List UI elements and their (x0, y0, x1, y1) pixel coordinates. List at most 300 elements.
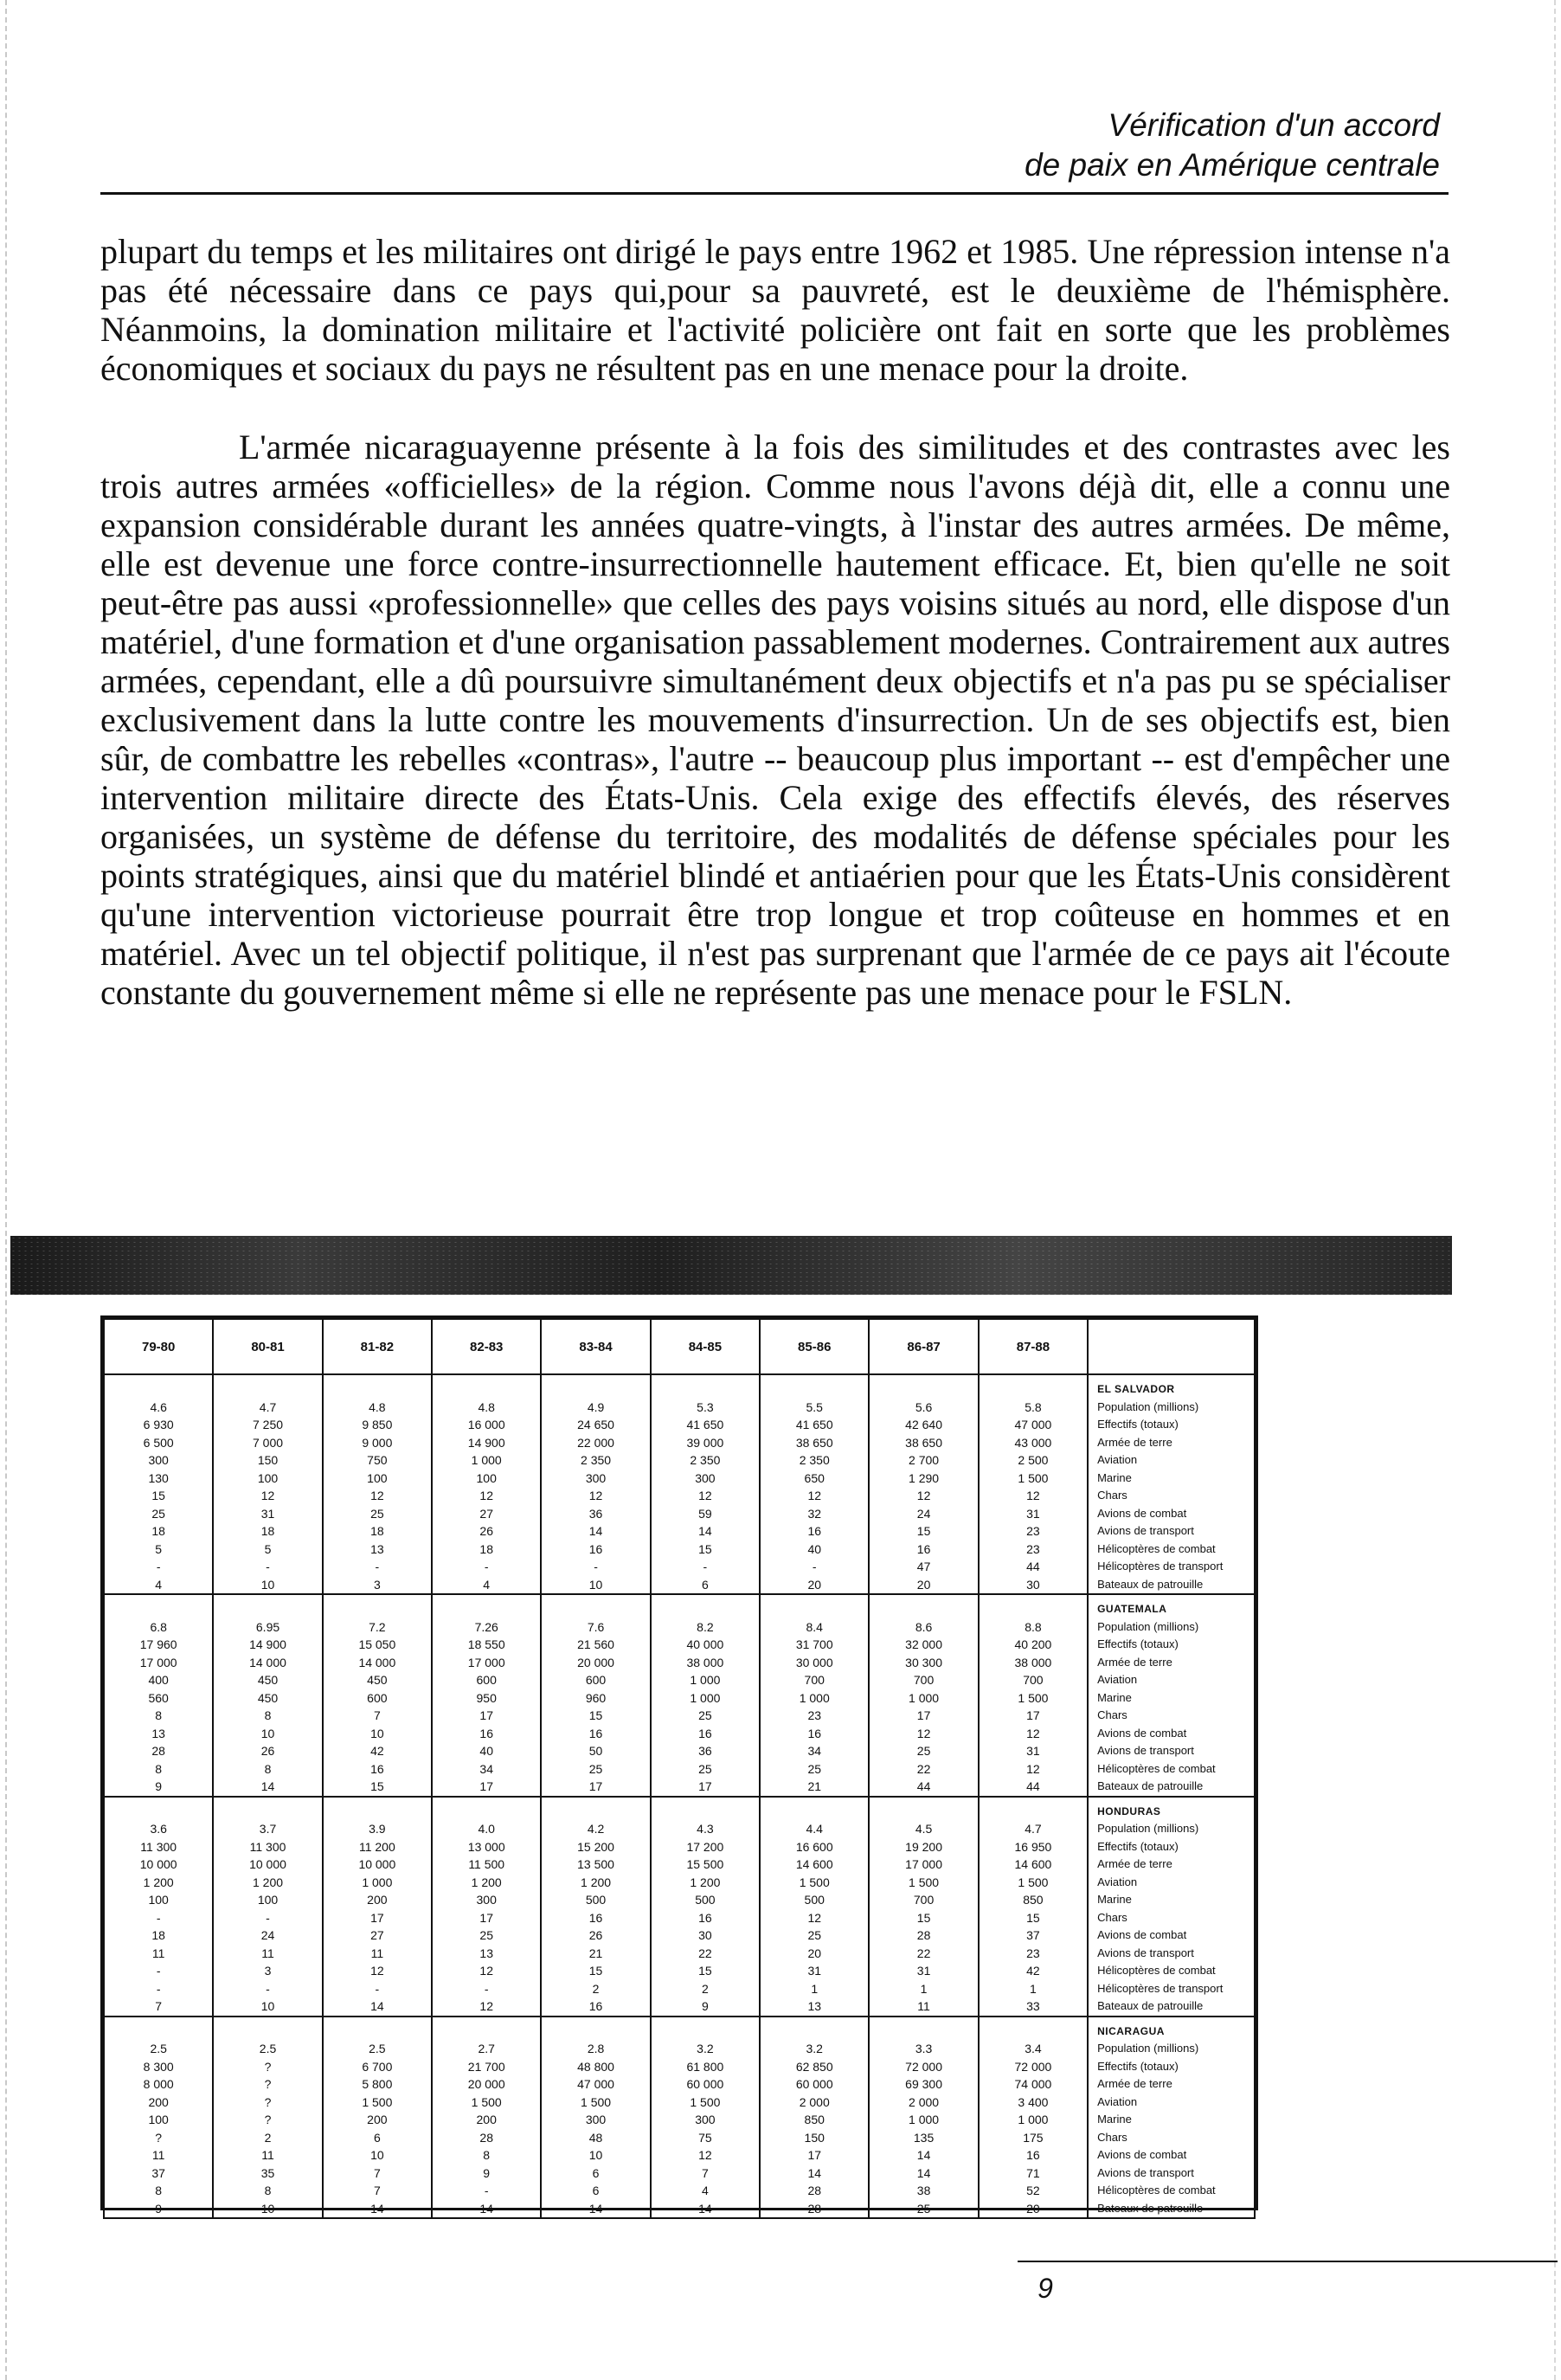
table-cell-value: 450 (257, 1690, 279, 1705)
table-cell-value: 8 (483, 2148, 491, 2162)
table-cell-value: 2 350 (690, 1453, 721, 1467)
table-cell-value: 21 (807, 1779, 822, 1793)
row-label: Hélicoptères de combat (1097, 1541, 1216, 1555)
table-cell-value: 15 050 (358, 1637, 396, 1651)
table-cell-value: - (156, 1560, 161, 1573)
table-cell-value: 18 550 (467, 1637, 505, 1651)
table-cell-value: 4.2 (587, 1822, 605, 1836)
table-cell-value: 16 (698, 1910, 712, 1925)
table-cell-value: 25 (479, 1928, 493, 1942)
table-cell-value: 12 (698, 2148, 712, 2162)
table-cell-value: 9 850 (362, 1418, 393, 1431)
table-cell-value: 12 (370, 1489, 384, 1502)
table-cell-value: 14 (588, 2201, 603, 2216)
row-label: Population (millions) (1097, 1822, 1199, 1835)
table-cell-value: 1 (1030, 1981, 1037, 1996)
table-cell-value: 23 (807, 1708, 822, 1722)
table-cell-value: 8 (155, 2184, 163, 2197)
cell-spacer (324, 1803, 431, 1821)
cell-spacer (652, 1803, 759, 1821)
table-cell-value: 34 (479, 1761, 493, 1776)
table-cell-value: 7.2 (369, 1619, 386, 1634)
row-label: Population (millions) (1097, 1619, 1199, 1633)
paragraph-2: L'armée nicaraguayenne présente à la fois des similitudes et des contrastes avec les trois autres armées «officielles» de la région. Comme nous l'avons déjà dit, elle a connu une expansion considérable durant les années quatre-vingts, à l'instar des autres armées. De même, elle est devenue une force contre-insurrectionnelle hautement efficace. Et, bien qu'elle ne soit peut-être pas aussi «professionnelle» que celles des pays voisins situés au nord, elle dispose d'un matériel, d'une formation et d'une organisation passablement modernes. Contrairement aux autres armées, cependant, elle a dû poursuivre simultanément deux objectifs et n'a pas pu se spécialiser exclusivement dans la lutte contre les mouvements d'insurrection. Un de ses objectifs est, bien sûr, de combattre les rebelles «contras», l'autre -- beaucoup plus important -- est d'empêcher une intervention militaire directe des États-Unis. Cela exige des effectifs élevés, des réserves organisées, un système de défense du territoire, des modalités de défense spéciales pour les points stratégiques, ainsi que du matériel blindé et antiaérien pour que les États-Unis considèrent qu'une intervention victorieuse pourrait être trop longue et trop coûteuse en hommes et en matériel. Avec un tel objectif politique, il n'est pas surprenant que l'armée de ce pays ait l'écoute constante du gouvernement même si elle ne représente pas une menace pour le FSLN. (100, 428, 1450, 1012)
table-cell-value: 10 (260, 1999, 275, 2013)
table-cell-value: 700 (1023, 1673, 1044, 1687)
year-values-cell (760, 1797, 869, 2017)
table-cell-value: 12 (479, 1489, 493, 1502)
table-cell-value: 1 500 (690, 2094, 721, 2109)
data-table (103, 1318, 1256, 2219)
table-cell-value: 9 (155, 2201, 163, 2216)
table-cell-value: 950 (476, 1690, 497, 1705)
table-cell-value: 1 500 (1018, 1875, 1049, 1889)
row-label: Marine (1097, 1893, 1132, 1906)
table-cell-value: 16 (807, 1726, 822, 1740)
table-cell-value: 8 (264, 2184, 272, 2197)
table-cell-value: 9 (155, 1779, 163, 1793)
table-cell-value: 10 (260, 1577, 275, 1592)
table-cell-value: - (266, 1910, 270, 1925)
year-values-cell (104, 1374, 213, 1594)
table-cell-value: 14 000 (249, 1655, 286, 1669)
table-cell-value: 500 (585, 1893, 607, 1907)
year-values-cell (213, 2017, 322, 2219)
year-values-cell (104, 2017, 213, 2219)
row-labels-cell (1088, 2017, 1255, 2219)
table-cell-value: 16 (916, 1541, 931, 1556)
table-cell-value: 16 (370, 1761, 384, 1776)
table-cell-value: 21 (588, 1946, 603, 1960)
table-cell-value: 11 (261, 1946, 274, 1960)
table-cell-value: 17 (807, 2148, 822, 2162)
table-cell-value: 2.8 (587, 2042, 605, 2055)
year-values-cell (651, 1374, 760, 1594)
table-cell-value: 18 (151, 1524, 165, 1538)
row-label: Armée de terre (1097, 2077, 1172, 2090)
table-cell-value: 17 (698, 1779, 712, 1793)
table-cell-value: 100 (367, 1470, 388, 1485)
table-cell-value: 6 (373, 2130, 381, 2145)
year-header: 84-85 (651, 1319, 760, 1374)
table-cell-value: 38 000 (1014, 1655, 1052, 1669)
table-cell-value: 14 (807, 2165, 822, 2180)
table-cell-value: 62 850 (795, 2059, 833, 2074)
table-cell-value: 7 000 (252, 1435, 284, 1450)
table-cell-value: 42 640 (905, 1418, 942, 1431)
table-cell-value: 69 300 (905, 2077, 942, 2091)
table-cell-value: 23 (1026, 1946, 1040, 1960)
row-label: Hélicoptères de transport (1097, 1560, 1224, 1573)
table-cell-value: 12 (479, 1964, 493, 1978)
year-values-cell (213, 1594, 322, 1797)
year-header: 81-82 (323, 1319, 432, 1374)
table-cell-value: 12 (1026, 1761, 1040, 1776)
table-cell-value: 750 (367, 1453, 388, 1467)
table-cell-value: 9 (483, 2165, 491, 2180)
table-cell-value: 14 (370, 1999, 384, 2013)
table-cell-value: 11 (151, 1946, 165, 1960)
table-cell-value: 41 650 (686, 1418, 724, 1431)
table-cell-value: 15 (588, 1708, 603, 1722)
footer-rule (1018, 2261, 1558, 2262)
table-cell-value: 18 (370, 1524, 384, 1538)
year-values-cell (869, 1594, 978, 1797)
body-text (100, 232, 1450, 1012)
year-values-cell (432, 1594, 541, 1797)
table-cell-value: 4.8 (369, 1399, 386, 1414)
table-cell-value: 25 (698, 1761, 712, 1776)
table-cell-value: 1 500 (799, 1875, 830, 1889)
year-values-cell (323, 1797, 432, 2017)
row-label: Bateaux de patrouille (1097, 1779, 1204, 1792)
table-cell-value: 9 (701, 1999, 709, 2013)
row-label: Avions de combat (1097, 1928, 1187, 1941)
table-cell-value: 31 (1026, 1744, 1040, 1758)
table-cell-value: 25 (151, 1506, 165, 1521)
year-values-cell (760, 1594, 869, 1797)
table-cell-value: 7 250 (252, 1418, 284, 1431)
table-cell-value: 1 000 (909, 1690, 940, 1705)
table-cell-value: 28 (807, 2184, 822, 2197)
table-cell-value: 7 (155, 1999, 163, 2013)
cell-spacer (652, 1600, 759, 1618)
year-values-cell (651, 2017, 760, 2219)
year-values-cell (432, 1374, 541, 1594)
table-cell-value: 15 (370, 1779, 384, 1793)
table-cell-value: 4 (701, 2184, 709, 2197)
table-cell-value: 47 000 (577, 2077, 614, 2091)
table-cell-value: 300 (695, 1470, 716, 1485)
row-label: Aviation (1097, 2094, 1138, 2108)
year-header: 80-81 (213, 1319, 322, 1374)
table-cell-value: 44 (1026, 1779, 1040, 1793)
table-cell-value: 10 (370, 1726, 384, 1740)
table-cell-value: 15 200 (577, 1839, 614, 1854)
table-cell-value: 100 (257, 1470, 279, 1485)
table-cell-value: 17 (479, 1910, 493, 1925)
table-cell-value: 27 (370, 1928, 384, 1942)
table-cell-value: 1 000 (690, 1673, 721, 1687)
row-label: Bateaux de patrouille (1097, 1577, 1204, 1591)
cell-spacer (324, 1600, 431, 1618)
table-cell-value: 1 200 (690, 1875, 721, 1889)
table-cell-value: - (484, 2184, 489, 2197)
cell-spacer (105, 2023, 212, 2041)
table-cell-value: 1 500 (362, 2094, 393, 2109)
table-cell-value: 30 (698, 1928, 712, 1942)
table-cell-value: 22 (916, 1946, 931, 1960)
table-cell-value: 11 300 (249, 1839, 286, 1854)
table-cell-value: - (266, 1981, 270, 1996)
table-cell-value: 22 (698, 1946, 712, 1960)
table-cell-value: 30 (1026, 1577, 1040, 1592)
row-labels-cell (1088, 1594, 1255, 1797)
cell-spacer (214, 1380, 321, 1399)
table-cell-value: 5.8 (1025, 1399, 1042, 1414)
table-cell-value: 13 (807, 1999, 822, 2013)
table-cell-value: 960 (585, 1690, 607, 1705)
cell-spacer (542, 1600, 649, 1618)
table-cell-value: 42 (1026, 1964, 1040, 1978)
table-cell-value: 23 (1026, 1524, 1040, 1538)
year-values-cell (541, 1374, 650, 1594)
table-cell-value: 15 (698, 1964, 712, 1978)
table-cell-value: 3.6 (150, 1822, 167, 1836)
table-cell-value: 25 (588, 1761, 603, 1776)
year-header: 82-83 (432, 1319, 541, 1374)
table-cell-value: 22 (916, 1761, 931, 1776)
year-values-cell (541, 1594, 650, 1797)
table-cell-value: 11 (370, 1946, 384, 1960)
table-cell-value: 40 (807, 1541, 822, 1556)
table-cell-value: 26 (588, 1928, 603, 1942)
cell-spacer (870, 1380, 977, 1399)
table-cell-value: 8 300 (143, 2059, 174, 2074)
row-label: Avions de transport (1097, 1946, 1194, 1959)
table-cell-value: 8.6 (915, 1619, 933, 1634)
table-cell-value: 16 (588, 1999, 603, 2013)
table-cell-value: - (594, 1560, 598, 1573)
table-cell-value: 25 (916, 2201, 931, 2216)
table-cell-value: 13 500 (577, 1857, 614, 1871)
table-cell-value: 47 000 (1014, 1418, 1052, 1431)
table-cell-value: - (156, 1964, 161, 1978)
table-cell-value: 17 (479, 1708, 493, 1722)
year-values-cell (979, 1374, 1088, 1594)
running-header-line2: de paix en Amérique centrale (1025, 147, 1440, 183)
table-cell-value: 21 700 (467, 2059, 505, 2074)
table-cell-value: 75 (698, 2130, 712, 2145)
table-cell-value: 560 (148, 1690, 169, 1705)
row-label: Avions de combat (1097, 2148, 1187, 2161)
table-cell-value: 15 500 (686, 1857, 724, 1871)
cell-spacer (105, 1600, 212, 1618)
table-cell-value: 4.7 (259, 1399, 277, 1414)
table-cell-value: 61 800 (686, 2059, 724, 2074)
table-cell-value: 14 (698, 2201, 712, 2216)
table-cell-value: 2 350 (581, 1453, 612, 1467)
table-cell-value: 6 500 (143, 1435, 174, 1450)
table-cell-value: 135 (913, 2130, 935, 2145)
table-cell-value: - (156, 1910, 161, 1925)
row-label: Population (millions) (1097, 1399, 1199, 1413)
table-cell-value: 7 (373, 2184, 381, 2197)
table-cell-value: 300 (695, 2113, 716, 2126)
table-cell-value: 100 (148, 2113, 169, 2126)
year-values-cell (760, 1374, 869, 1594)
table-cell-value: 30 300 (905, 1655, 942, 1669)
table-cell-value: 3 (264, 1964, 272, 1978)
cell-spacer (105, 1803, 212, 1821)
table-cell-value: 300 (148, 1453, 169, 1467)
country-block-row (104, 1374, 1255, 1594)
table-cell-value: 850 (804, 2113, 825, 2126)
table-cell-value: 1 500 (471, 2094, 502, 2109)
table-cell-value: 13 (479, 1946, 493, 1960)
table-cell-value: 2.5 (259, 2042, 277, 2055)
table-cell-value: 11 (261, 2148, 274, 2162)
year-values-cell (979, 1797, 1088, 2017)
table-cell-value: 175 (1023, 2130, 1044, 2145)
table-cell-value: 16 (1026, 2148, 1040, 2162)
table-cell-value: 20 (807, 1946, 822, 1960)
table-cell-value: 2 (701, 1981, 709, 1996)
table-cell-value: 7 (373, 2165, 381, 2180)
table-cell-value: 8 (155, 1761, 163, 1776)
table-cell-value: 72 000 (905, 2059, 942, 2074)
cell-spacer (433, 1803, 540, 1821)
header-rule (100, 192, 1449, 195)
table-cell-value: 18 (260, 1524, 275, 1538)
decorative-banner (10, 1236, 1452, 1295)
year-values-cell (979, 2017, 1088, 2219)
cell-spacer (542, 2023, 649, 2041)
table-cell-value: 31 (260, 1506, 275, 1521)
table-cell-value: 2.7 (478, 2042, 495, 2055)
table-cell-value: - (484, 1981, 489, 1996)
table-cell-value: 10 (260, 1726, 275, 1740)
table-cell-value: 50 (588, 1744, 603, 1758)
table-body (104, 1374, 1255, 2218)
row-label: Aviation (1097, 1453, 1138, 1466)
table-cell-value: 3.2 (806, 2042, 823, 2055)
table-cell-value: 72 000 (1014, 2059, 1052, 2074)
table-cell-value: 10 000 (249, 1857, 286, 1871)
table-cell-value: ? (264, 2077, 272, 2091)
table-cell-value: 6 (701, 1577, 709, 1592)
table-cell-value: 74 000 (1014, 2077, 1052, 2091)
table-cell-value: 4 (483, 1577, 491, 1592)
cell-spacer (980, 1380, 1087, 1399)
table-cell-value: 1 000 (799, 1690, 830, 1705)
page-edge-right (1554, 0, 1556, 2380)
table-cell-value: 4.6 (150, 1399, 167, 1414)
table-cell-value: 600 (367, 1690, 388, 1705)
table-cell-value: 38 650 (795, 1435, 833, 1450)
country-name: EL SALVADOR (1097, 1383, 1175, 1395)
table-cell-value: 25 (807, 1928, 822, 1942)
year-values-cell (869, 1374, 978, 1594)
row-label: Armée de terre (1097, 1857, 1172, 1870)
table-cell-value: 42 (370, 1744, 384, 1758)
table-cell-value: 1 200 (471, 1875, 502, 1889)
table-cell-value: 40 (479, 1744, 493, 1758)
row-label: Population (millions) (1097, 2042, 1199, 2055)
table-cell-value: 40 200 (1014, 1637, 1052, 1651)
year-values-cell (979, 1594, 1088, 1797)
year-values-cell (432, 1797, 541, 2017)
year-values-cell (651, 1594, 760, 1797)
table-cell-value: 4.4 (806, 1822, 823, 1836)
table-cell-value: 16 (588, 1541, 603, 1556)
table-cell-value: 100 (257, 1893, 279, 1907)
table-cell-value: 25 (698, 1708, 712, 1722)
table-cell-value: ? (155, 2130, 163, 2145)
table-cell-value: - (266, 1560, 270, 1573)
table-cell-value: 17 960 (139, 1637, 177, 1651)
table-cell-value: 12 (916, 1489, 931, 1502)
country-block-row (104, 1594, 1255, 1797)
year-header: 87-88 (979, 1319, 1088, 1374)
table-cell-value: 1 200 (252, 1875, 284, 1889)
row-label: Hélicoptères de transport (1097, 1981, 1224, 1995)
table-cell-value: 41 650 (795, 1418, 833, 1431)
table-cell-value: 20 000 (577, 1655, 614, 1669)
cell-spacer (214, 1803, 321, 1821)
row-label: Effectifs (totaux) (1097, 1839, 1179, 1853)
table-cell-value: 1 000 (1018, 2113, 1049, 2126)
table-cell-value: 2 000 (909, 2094, 940, 2109)
table-cell-value: 18 (151, 1928, 165, 1942)
table-cell-value: 6 (592, 2165, 600, 2180)
year-values-cell (104, 1797, 213, 2017)
table-cell-value: ? (264, 2094, 272, 2109)
row-label: Armée de terre (1097, 1655, 1172, 1669)
row-labels-cell (1088, 1797, 1255, 2017)
cell-spacer (542, 1803, 649, 1821)
table-cell-value: 700 (804, 1673, 825, 1687)
table-cell-value: 2 350 (799, 1453, 830, 1467)
table-cell-value: 16 (588, 1726, 603, 1740)
table-cell-value: 16 (807, 1524, 822, 1538)
table-cell-value: 28 (151, 1744, 165, 1758)
table-cell-value: 13 000 (467, 1839, 505, 1854)
cell-spacer (324, 2023, 431, 2041)
cell-spacer (433, 2023, 540, 2041)
table-cell-value: 3.7 (259, 1822, 277, 1836)
year-header: 86-87 (869, 1319, 978, 1374)
year-header: 83-84 (541, 1319, 650, 1374)
cell-spacer (324, 1380, 431, 1399)
table-cell-value: 38 (916, 2184, 931, 2197)
table-cell-value: 24 (260, 1928, 275, 1942)
table-cell-value: 26 (260, 1744, 275, 1758)
cell-spacer (433, 1380, 540, 1399)
row-label: Chars (1097, 1910, 1127, 1924)
cell-spacer (652, 1380, 759, 1399)
country-name: HONDURAS (1097, 1804, 1161, 1817)
table-cell-value: 1 200 (581, 1875, 612, 1889)
table-cell-value: 1 000 (909, 2113, 940, 2126)
table-cell-value: - (375, 1560, 380, 1573)
year-values-cell (104, 1594, 213, 1797)
table-cell-value: 20 (916, 1577, 931, 1592)
table-cell-value: 16 600 (795, 1839, 833, 1854)
table-cell-value: 28 (916, 1928, 931, 1942)
table-cell-value: 400 (148, 1673, 169, 1687)
table-cell-value: 8.8 (1025, 1619, 1042, 1634)
table-cell-value: 48 800 (577, 2059, 614, 2074)
year-values-cell (323, 1374, 432, 1594)
table-cell-value: 12 (916, 1726, 931, 1740)
table-cell-value: 20 000 (467, 2077, 505, 2091)
cell-spacer (652, 2023, 759, 2041)
table-cell-value: 3 400 (1018, 2094, 1049, 2109)
table-cell-value: 500 (695, 1893, 716, 1907)
table-cell-value: 15 (698, 1541, 712, 1556)
table-cell-value: 25 (916, 1744, 931, 1758)
year-values-cell (213, 1374, 322, 1594)
table-cell-value: 6 930 (143, 1418, 174, 1431)
year-values-cell (869, 1797, 978, 2017)
banner-texture (10, 1236, 1452, 1295)
table-cell-value: 1 500 (1018, 1470, 1049, 1485)
cell-spacer (214, 2023, 321, 2041)
table-cell-value: 11 200 (358, 1839, 395, 1854)
year-values-cell (432, 2017, 541, 2219)
running-header-line1: Vérification d'un accord (1108, 107, 1440, 143)
